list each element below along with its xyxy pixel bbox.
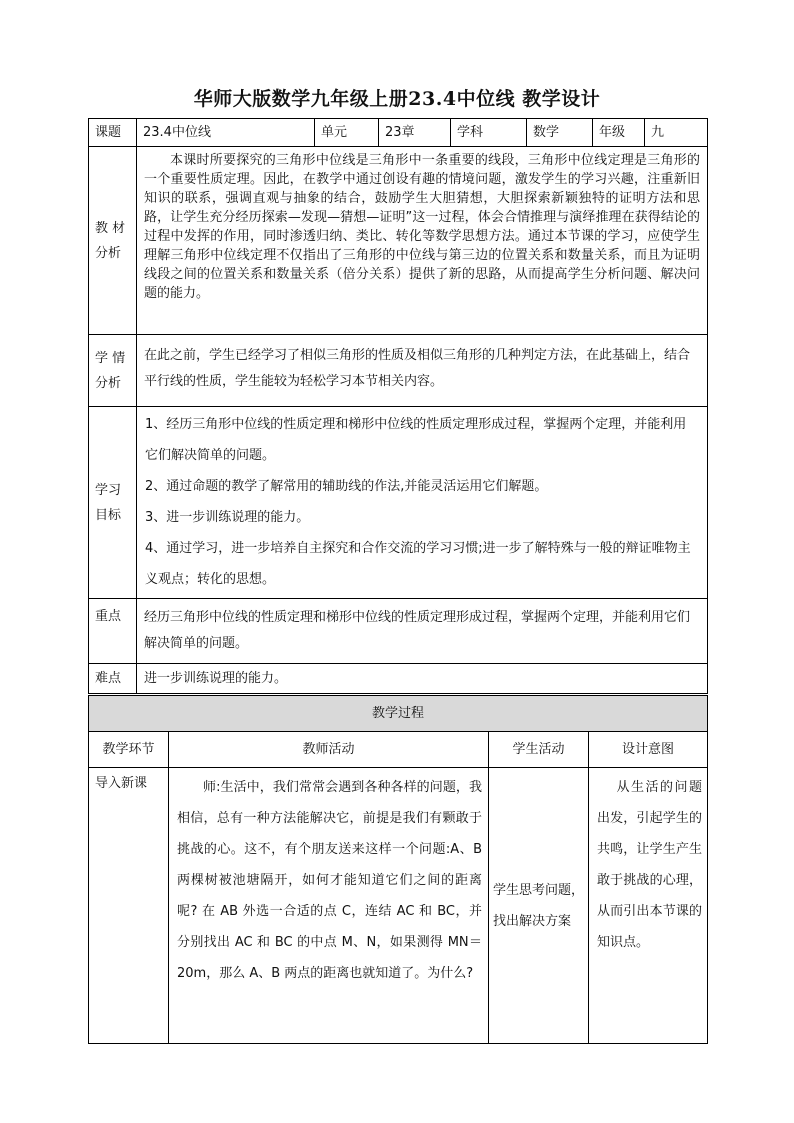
process-band: 教学过程 bbox=[89, 696, 708, 732]
key-point-label: 重点 bbox=[89, 599, 137, 664]
key-point-row bbox=[89, 599, 708, 664]
label-line: 教 材 bbox=[95, 220, 126, 236]
course-row bbox=[89, 119, 708, 147]
objective-item: 4、通过学习，进一步培养自主探究和合作交流的学习习惯;进一步了解特殊与一般的辩证唯物主义观点；转化的思想。 bbox=[145, 541, 691, 587]
unit-value: 23章 bbox=[379, 119, 451, 147]
subject-label: 学科 bbox=[451, 119, 527, 147]
label-line: 学习 bbox=[95, 482, 122, 498]
unit-label: 单元 bbox=[315, 119, 379, 147]
process-header-row bbox=[89, 732, 708, 768]
key-point-text: 经历三角形中位线的性质定理和梯形中位线的性质定理形成过程，掌握两个定理，并能利用它们解决简单的问题。 bbox=[137, 599, 708, 664]
header-student: 学生活动 bbox=[489, 732, 589, 768]
objective-item: 1、经历三角形中位线的性质定理和梯形中位线的性质定理形成过程，掌握两个定理，并能利用它们解决简单的问题。 bbox=[145, 417, 687, 463]
student-analysis-text: 在此之前，学生已经学习了相似三角形的性质及相似三角形的几种判定方法，在此基础上，结合平行线的性质，学生能较为轻松学习本节相关内容。 bbox=[137, 335, 708, 407]
subject-value: 数学 bbox=[527, 119, 593, 147]
grade-value: 九 bbox=[645, 119, 708, 147]
student-analysis-row bbox=[89, 335, 708, 407]
label-line: 分析 bbox=[95, 245, 122, 261]
process-band-row bbox=[89, 696, 708, 732]
material-analysis-label bbox=[89, 147, 137, 335]
objectives-label bbox=[89, 407, 137, 599]
label-line: 学 情 bbox=[95, 350, 126, 366]
lesson-info-table bbox=[88, 118, 708, 694]
stage-cell: 导入新课 bbox=[89, 768, 169, 1044]
material-analysis-row bbox=[89, 147, 708, 335]
difficulty-text: 进一步训练说理的能力。 bbox=[137, 664, 708, 694]
course-label: 课题 bbox=[89, 119, 137, 147]
student-analysis-label bbox=[89, 335, 137, 407]
label-line: 分析 bbox=[95, 375, 122, 391]
process-row bbox=[89, 768, 708, 1044]
objectives-row bbox=[89, 407, 708, 599]
design-intent: 从生活的问题出发，引起学生的共鸣，让学生产生敢于挑战的心理，从而引出本节课的知识点。 bbox=[589, 768, 708, 1044]
page-title: 华师大版数学九年级上册23.4中位线 教学设计 bbox=[193, 88, 601, 110]
difficulty-label: 难点 bbox=[89, 664, 137, 694]
teacher-activity: 师:生活中，我们常常会遇到各种各样的问题，我相信，总有一种方法能解决它，前提是我们有颗敢于挑战的心。这不，有个朋友送来这样一个问题:A、B 两棵树被池塘隔开，如何才能知道它们之间的距离呢? 在 AB 外选一合适的点 C，连结 AC 和 BC，并分别找出 AC 和 BC 的中点 M、N，如果测得 MN＝20m，那么 A、B 两点的距离也就知道了。为什么? bbox=[169, 768, 489, 1044]
header-stage: 教学环节 bbox=[89, 732, 169, 768]
student-activity: 学生思考问题，找出解决方案 bbox=[489, 768, 589, 1044]
header-teacher: 教师活动 bbox=[169, 732, 489, 768]
label-line: 目标 bbox=[95, 507, 122, 523]
objective-item: 3、进一步训练说理的能力。 bbox=[145, 510, 310, 525]
material-analysis-text: 本课时所要探究的三角形中位线是三角形中一条重要的线段，三角形中位线定理是三角形的一个重要性质定理。因此，在教学中通过创设有趣的情境问题，激发学生的学习兴趣，注重新旧知识的联系，强调直观与抽象的结合，鼓励学生大胆猜想，大胆探索新颖独特的证明方法和思路，让学生充分经历探索—发现—猜想—证明”这一过程，体会合情推理与演绎推理在获得结论的过程中发挥的作用，同时渗透归纳、类比、转化等数学思想方法。通过本节课的学习，应使学生理解三角形中位线定理不仅指出了三角形的中位线与第三边的位置关系和数量关系，而且为证明线段之间的位置关系和数量关系（倍分关系）提供了新的思路，从而提高学生分析问题、解决问题的能力。 bbox=[137, 147, 708, 335]
course-value: 23.4中位线 bbox=[137, 119, 315, 147]
teaching-process-table bbox=[88, 695, 708, 1044]
header-intent: 设计意图 bbox=[589, 732, 708, 768]
grade-label: 年级 bbox=[593, 119, 645, 147]
difficulty-row bbox=[89, 664, 708, 694]
objectives-list bbox=[137, 407, 708, 599]
objective-item: 2、通过命题的教学了解常用的辅助线的作法,并能灵活运用它们解题。 bbox=[145, 479, 548, 494]
